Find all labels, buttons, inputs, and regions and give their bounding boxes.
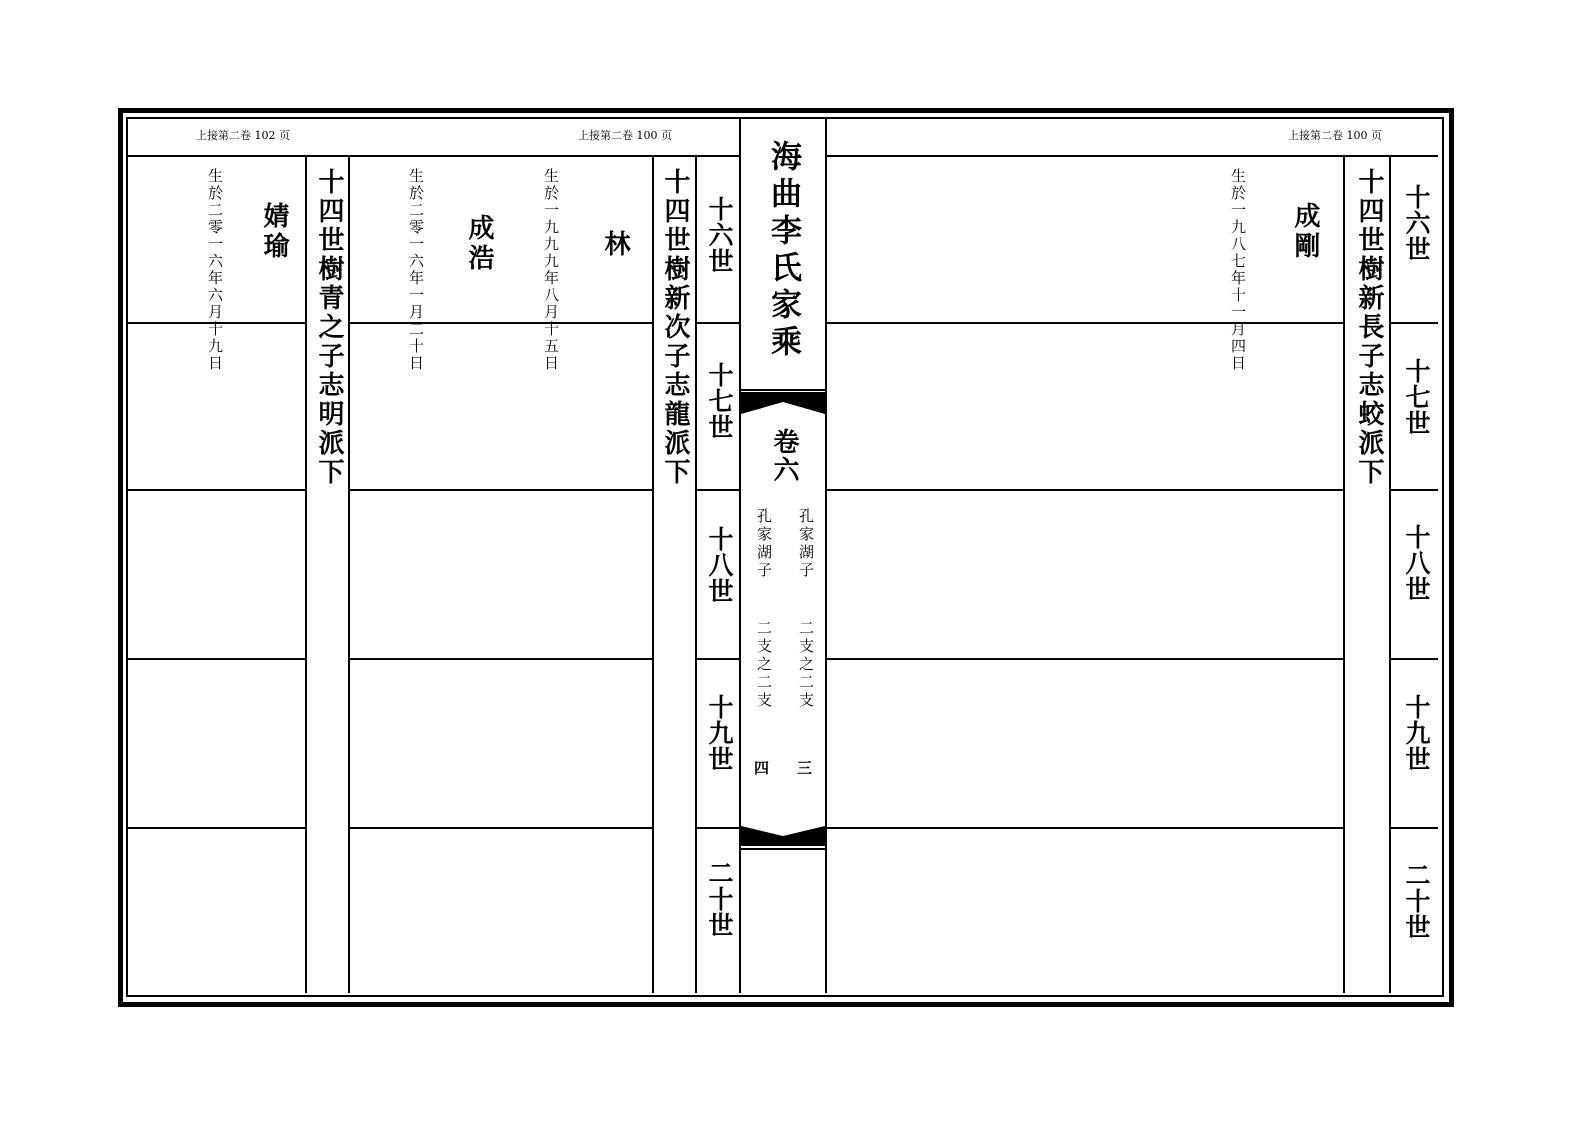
branch-place-left: 孔家湖子 [755,508,773,580]
row-rule [1391,322,1438,324]
lineage-heading-zhiming: 十四世樹青之子志明派下 [314,168,344,487]
row-rule [350,827,653,829]
spine-rule [741,389,825,391]
row-rule [696,322,740,324]
person-birth: 生於一九八七年十一月四日 [1229,168,1247,372]
person-birth: 生於二零一六年一月二十日 [407,168,425,372]
generation-cell [697,158,739,322]
row-rule [826,827,1344,829]
branch-place-right: 孔家湖子 [797,508,815,580]
generation-label-18: 十八世 [1402,524,1431,602]
row-rule [696,658,740,660]
column-rule [1343,156,1345,993]
spine-rule [825,118,827,993]
row-rule [128,658,306,660]
generation-label-19: 十九世 [1402,694,1431,772]
row-rule [826,658,1344,660]
generation-label-20: 二十世 [705,860,734,938]
row-rule [128,827,306,829]
left-header-rule [128,155,740,157]
column-rule [652,156,654,993]
person-name: 成浩 [464,214,494,274]
lineage-heading-zhilong: 十四世樹新次子志龍派下 [660,168,690,487]
person-name: 成剛 [1290,202,1320,262]
generation-label-16: 十六世 [1402,184,1431,262]
column-rule [739,118,741,993]
left-continuation-ref-a: 上接第二卷 102 页 [196,129,290,142]
left-continuation-ref-b: 上接第二卷 100 页 [578,129,672,142]
right-header-rule [826,155,1438,157]
row-rule [826,489,1344,491]
generation-label-17: 十七世 [705,362,734,440]
lineage-heading-zhijiao: 十四世樹新長子志蛟派下 [1354,168,1384,487]
generation-label-17: 十七世 [1402,358,1431,436]
branch-sub-left: 二支之二支 [755,620,773,710]
fish-tail-top [741,392,825,414]
person-name: 林 [600,230,630,260]
page-number-left: 四 [754,759,770,777]
generation-label-18: 十八世 [705,526,734,604]
branch-sub-right: 二支之二支 [797,620,815,710]
person-name: 婧瑜 [259,202,289,262]
spine-rule [741,848,825,850]
column-rule [348,156,350,993]
row-rule [696,489,740,491]
row-rule [1391,827,1438,829]
row-rule [826,322,1344,324]
generation-label-16: 十六世 [705,196,734,274]
volume-label: 卷六 [769,428,799,484]
row-rule [1391,658,1438,660]
person-birth: 生於一九九九年八月十五日 [542,168,560,372]
book-title: 海曲李氏家乘 [765,140,801,362]
generation-label-19: 十九世 [705,694,734,772]
person-birth: 生於二零一六年六月十九日 [206,168,224,372]
column-rule [305,156,307,993]
page-number-right: 三 [797,759,813,777]
column-rule [1389,156,1391,993]
right-continuation-ref: 上接第二卷 100 页 [1288,129,1382,142]
row-rule [350,658,653,660]
row-rule [696,827,740,829]
row-rule [1391,489,1438,491]
generation-label-20: 二十世 [1402,862,1431,940]
row-rule [350,489,653,491]
row-rule [350,322,653,324]
fish-tail-bottom [741,826,825,846]
row-rule [128,489,306,491]
